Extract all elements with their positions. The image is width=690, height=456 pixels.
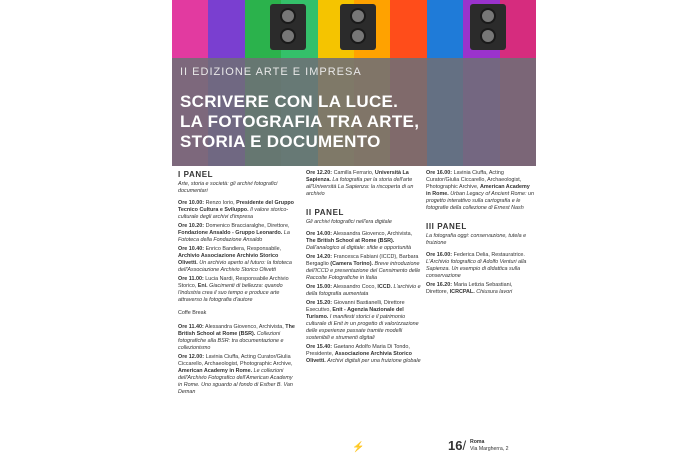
panel-subtitle: Arte, storia e società: gli archivi fotografici documentari xyxy=(178,181,278,194)
item-organization: (Camera Torino). xyxy=(330,261,374,267)
item-talk-title: I manifesti storici e il patrimonio culturale di Enit in un progetto di valorizzazione delle esperienze passate tramite modelli sostenibili e strumenti digitali xyxy=(306,314,419,341)
item-organization: Fondazione Ansaldo - Gruppo Leonardo. xyxy=(178,230,283,236)
item-talk-title: L'archivio e della fotografia aumentata xyxy=(306,284,421,297)
item-speaker: Alessandro Coco, xyxy=(332,284,378,290)
item-organization: ICCD. xyxy=(377,284,393,290)
item-organization: Presidente del Gruppo Tecnico Cultura e Sviluppo. xyxy=(178,200,294,213)
item-time: Ore 15.40: xyxy=(306,344,333,350)
item-organization: Associazione Archivia Storico Olivetti. xyxy=(306,351,412,364)
item-talk-title: Breve introduzione dell'ICCD e presentazione del Censimento delle Raccolte Fotografiche in Italia xyxy=(306,261,421,281)
item-organization: Archivio Associazione Archivio Storico Olivetti. xyxy=(178,253,279,266)
schedule-list xyxy=(426,252,534,296)
panel-subtitle: Gli archivi fotografici nell'era digitale xyxy=(306,219,392,225)
column-panel-3 xyxy=(426,170,534,298)
item-organization: American Academy in Rome. xyxy=(178,368,253,374)
item-speaker: Alessandra Giovenco, Archivista, xyxy=(203,324,286,330)
item-time: Ore 15.20: xyxy=(306,300,333,306)
item-talk-title: Le collezioni dell'Archivio Fotografico dell'American Academy in Rome. Uno sguardo al fondo di Esther B. Van Deman xyxy=(178,368,293,395)
item-speaker: Domenico Bracciaralghe, Direttore, xyxy=(204,223,290,229)
item-speaker: Federica Delia, Restauratrice. xyxy=(452,252,525,258)
page-address: Roma Via Margherra, 2 xyxy=(470,439,509,452)
schedule-item xyxy=(178,276,296,304)
title-line: LA FOTOGRAFIA TRA ARTE, xyxy=(180,112,420,131)
item-talk-title: Un archivio aperto al futuro: la fototeca dell'Associazione Archivio Storico Olivetti xyxy=(178,260,292,273)
item-talk-title: Dall'analogico al digitale: sfide e opportunità xyxy=(306,245,412,251)
item-speaker: Lavinia Ciuffa, Acting Curator/Giulia Ciccarello, Archaeologist, Photographic Archive, xyxy=(178,354,293,367)
title-line: SCRIVERE CON LA LUCE. xyxy=(180,92,399,111)
schedule-list xyxy=(306,170,422,198)
item-speaker: Alessandra Giovenco, Archivista, xyxy=(332,231,413,237)
schedule-item xyxy=(178,324,296,352)
item-talk-title: Giacimenti di bellezza: quando l'industria crea il suo tempo e produce arte attraverso la fotografia d'autore xyxy=(178,283,283,303)
panel-subtitle: La fotografia oggi: conservazione, tutela e fruizione xyxy=(426,233,527,246)
schedule-list xyxy=(306,231,422,365)
schedule-list xyxy=(178,200,296,304)
item-organization: The British School at Rome (BSR). xyxy=(306,238,395,244)
column-panel-2 xyxy=(306,170,422,367)
panel-heading: I PANEL xyxy=(178,170,214,179)
schedule-list xyxy=(178,324,296,396)
item-time: Ore 15.00: xyxy=(306,284,333,290)
schedule-item: Ore 16.00: Lavinia Ciuffa, Acting Curator/Giulia Ciccarello, Archaeologist, Photographic Archive, American Academy in Rome. Urban Legacy of Ancient Rome: un progetto interattivo sulla cartografia e le fotografie della collezione di Ernest Nash xyxy=(426,170,534,211)
item-time: Ore 12.00: xyxy=(178,354,205,360)
item-time: Ore 14.00: xyxy=(306,231,333,237)
item-time: Ore 10.40: xyxy=(178,246,205,252)
item-organization: ICRCPAL. xyxy=(449,289,475,295)
panel-heading: III PANEL xyxy=(426,222,467,231)
panel-heading: II PANEL xyxy=(306,208,344,217)
page-title xyxy=(180,92,530,152)
schedule-list xyxy=(426,170,534,212)
item-talk-title: Archivi digitali per una fruizione globale xyxy=(325,358,421,364)
column-panel-1 xyxy=(178,170,296,398)
item-talk-title: Collezioni fotografiche alla BSR: tra documentazione e collezionismo xyxy=(178,331,284,351)
item-time: Ore 11.40: xyxy=(178,324,204,330)
item-talk-title: Il valore storico-culturale degli archivi d'impresa xyxy=(178,207,289,220)
schedule-item xyxy=(178,246,296,274)
item-time: Ore 14.20: xyxy=(306,254,333,260)
item-time: Ore 10.00: xyxy=(178,200,205,206)
schedule-item xyxy=(426,282,534,296)
item-organization: Eni. xyxy=(197,283,208,289)
schedule-item xyxy=(306,300,422,342)
schedule-item xyxy=(178,200,296,221)
camera-icon xyxy=(470,4,506,50)
schedule-item xyxy=(178,223,296,244)
item-time: Ore 11.00: xyxy=(178,276,204,282)
logo-icon: ⚡ xyxy=(352,442,365,453)
camera-icon xyxy=(270,4,306,50)
item-time: Ore 16.20: xyxy=(426,282,453,288)
schedule-item xyxy=(426,252,534,280)
edition-label: II EDIZIONE ARTE E IMPRESA xyxy=(180,66,362,78)
item-time: Ore 16.00: xyxy=(426,252,453,258)
item-speaker: Lucia Nardi, Responsabile Archivio Storico, xyxy=(178,276,289,289)
item-speaker: Maria Letizia Sebastiani, Direttore, xyxy=(426,282,513,295)
page-number: 16/ xyxy=(448,438,467,453)
item-talk-title: Chiusura lavori xyxy=(474,289,513,295)
schedule-item: Ore 12.20: Camilla Ferrario, Università La Sapienza. La fotografia per la storia dell'arte all'Università La Sapienza: la riscoperta di un archivio xyxy=(306,170,414,197)
schedule-item xyxy=(178,354,296,396)
item-talk-title: La Fototeca della Fondazione Ansaldo xyxy=(178,230,290,243)
camera-icon xyxy=(340,4,376,50)
schedule-item xyxy=(306,231,422,252)
event-program-page xyxy=(172,0,536,456)
item-time: Ore 10.20: xyxy=(178,223,205,229)
title-line: STORIA E DOCUMENTO xyxy=(180,132,381,151)
schedule-item xyxy=(306,284,422,298)
hero-image xyxy=(172,0,536,166)
item-speaker: Gaetano Adolfo Maria Di Tondo, Presidente, xyxy=(306,344,410,357)
item-organization: Enit - Agenzia Nazionale del Turismo. xyxy=(306,307,404,320)
item-talk-title: L'Archivio fotografico di Adolfo Venturi alla Sapienza. Un esempio di didattica sulla conservazione xyxy=(426,259,527,279)
item-speaker: Giovanni Bastianelli, Direttore Esecutivo, xyxy=(306,300,405,313)
item-speaker: Renzo Iorio, xyxy=(204,200,237,206)
item-speaker: Enrico Bandiera, Responsabile, xyxy=(204,246,282,252)
schedule-item xyxy=(306,254,422,282)
item-organization: The British School at Rome (BSR). xyxy=(178,324,295,337)
schedule-item xyxy=(306,344,422,365)
item-speaker: Francesca Fabiani (ICCD), Barbara Bergaglio xyxy=(306,254,419,267)
coffee-break: Coffe Break xyxy=(178,310,207,316)
